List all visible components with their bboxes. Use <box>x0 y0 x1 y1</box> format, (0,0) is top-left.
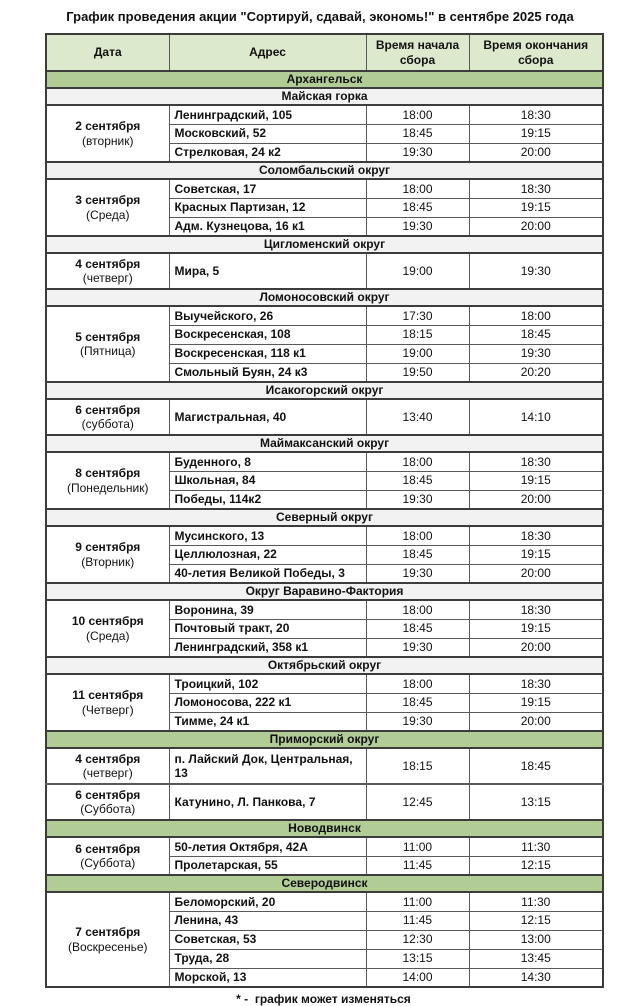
end-time-cell: 11:30 <box>469 837 603 856</box>
address-cell: Воронина, 39 <box>169 600 366 619</box>
date-cell <box>46 399 169 435</box>
district-header-row <box>46 435 603 452</box>
start-time-cell: 19:00 <box>366 253 469 289</box>
weekday-text: (четверг) <box>82 271 133 285</box>
district-header-cell: Маймаксанский округ <box>46 435 603 452</box>
start-time-cell: 12:45 <box>366 784 469 820</box>
date-text: 4 сентября <box>75 751 141 766</box>
date-cell <box>46 452 169 509</box>
city-header-row <box>46 875 603 892</box>
schedule-row <box>46 105 603 124</box>
district-header-row <box>46 88 603 105</box>
address-cell: Выучейского, 26 <box>169 306 366 325</box>
address-cell: Смольный Буян, 24 к3 <box>169 363 366 382</box>
end-time-cell: 19:15 <box>469 693 603 712</box>
date-cell <box>46 253 169 289</box>
address-cell: Адм. Кузнецова, 16 к1 <box>169 217 366 236</box>
end-time-cell: 19:15 <box>469 471 603 490</box>
start-time-cell: 19:30 <box>366 143 469 162</box>
date-cell <box>46 179 169 236</box>
date-cell <box>46 600 169 657</box>
weekday-text: (Воскресенье) <box>68 939 148 954</box>
end-time-cell: 19:30 <box>469 344 603 363</box>
date-cell <box>46 674 169 731</box>
start-time-cell: 19:30 <box>366 490 469 509</box>
column-header-address: Адрес <box>169 34 366 71</box>
start-time-cell: 19:30 <box>366 712 469 731</box>
column-header-row <box>46 34 603 71</box>
start-time-cell: 17:30 <box>366 306 469 325</box>
city-header-cell: Приморский округ <box>46 731 603 748</box>
start-time-cell: 18:00 <box>366 105 469 124</box>
end-time-cell: 18:00 <box>469 306 603 325</box>
weekday-text: (суббота) <box>81 417 134 431</box>
address-cell: Красных Партизан, 12 <box>169 198 366 217</box>
start-time-cell: 18:45 <box>366 471 469 490</box>
start-time-cell: 19:30 <box>366 217 469 236</box>
schedule-row <box>46 748 603 784</box>
district-header-cell: Соломбальский округ <box>46 162 603 179</box>
start-time-cell: 18:00 <box>366 526 469 545</box>
city-header-row <box>46 820 603 837</box>
schedule-row <box>46 399 603 435</box>
date-text: 9 сентября <box>75 540 141 555</box>
date-cell <box>46 526 169 583</box>
address-cell: 50-летия Октября, 42А <box>169 837 366 856</box>
date-cell <box>46 892 169 987</box>
end-time-cell: 18:30 <box>469 526 603 545</box>
start-time-cell: 18:00 <box>366 452 469 471</box>
page-title: График проведения акции "Сортируй, сдавай, экономь!" в сентябре 2025 года <box>66 9 574 24</box>
end-time-cell: 20:20 <box>469 363 603 382</box>
date-cell <box>46 784 169 820</box>
date-text: 8 сентября <box>75 466 141 481</box>
start-time-cell: 19:30 <box>366 564 469 583</box>
end-time-cell: 20:00 <box>469 712 603 731</box>
end-time-cell: 14:30 <box>469 968 603 987</box>
address-cell: Мира, 5 <box>169 253 366 289</box>
district-header-cell: Майская горка <box>46 88 603 105</box>
end-time-cell: 12:15 <box>469 856 603 875</box>
city-header-cell: Архангельск <box>46 71 603 88</box>
address-cell: Почтовый тракт, 20 <box>169 619 366 638</box>
address-cell: Троицкий, 102 <box>169 674 366 693</box>
end-time-cell: 19:15 <box>469 124 603 143</box>
district-header-row <box>46 162 603 179</box>
start-time-cell: 19:50 <box>366 363 469 382</box>
address-cell: Московский, 52 <box>169 124 366 143</box>
start-time-cell: 13:40 <box>366 399 469 435</box>
date-text: 10 сентября <box>71 614 144 629</box>
city-header-row <box>46 71 603 88</box>
date-text: 6 сентября <box>75 402 141 417</box>
end-time-cell: 18:30 <box>469 600 603 619</box>
date-text: 2 сентября <box>75 119 141 134</box>
schedule-table <box>45 33 604 988</box>
start-time-cell: 11:00 <box>366 892 469 911</box>
schedule-row <box>46 674 603 693</box>
address-cell: Ленина, 43 <box>169 911 366 930</box>
district-header-row <box>46 289 603 306</box>
date-text: 7 сентября <box>75 925 141 940</box>
start-time-cell: 12:30 <box>366 930 469 949</box>
start-time-cell: 18:15 <box>366 748 469 784</box>
start-time-cell: 19:00 <box>366 344 469 363</box>
city-header-row <box>46 731 603 748</box>
schedule-row <box>46 452 603 471</box>
start-time-cell: 18:45 <box>366 198 469 217</box>
start-time-cell: 11:45 <box>366 911 469 930</box>
end-time-cell: 20:00 <box>469 217 603 236</box>
address-cell: Беломорский, 20 <box>169 892 366 911</box>
weekday-text: (Вторник) <box>81 554 135 569</box>
address-cell: Советская, 17 <box>169 179 366 198</box>
address-cell: Стрелковая, 24 к2 <box>169 143 366 162</box>
date-text: 4 сентября <box>75 256 141 271</box>
weekday-text: (Пятница) <box>80 344 136 358</box>
address-cell: Ленинградский, 105 <box>169 105 366 124</box>
end-time-cell: 19:15 <box>469 198 603 217</box>
column-header-date: Дата <box>46 34 169 71</box>
district-header-cell: Северный округ <box>46 509 603 526</box>
address-cell: Победы, 114к2 <box>169 490 366 509</box>
start-time-cell: 11:00 <box>366 837 469 856</box>
start-time-cell: 18:45 <box>366 545 469 564</box>
schedule-row <box>46 526 603 545</box>
date-cell <box>46 748 169 784</box>
end-time-cell: 12:15 <box>469 911 603 930</box>
weekday-text: (четверг) <box>82 766 133 780</box>
weekday-text: (Суббота) <box>80 802 136 816</box>
schedule-table-body <box>46 71 603 987</box>
start-time-cell: 18:00 <box>366 674 469 693</box>
address-cell: п. Лайский Док, Центральная, 13 <box>169 748 366 784</box>
date-cell <box>46 105 169 162</box>
weekday-text: (Понедельник) <box>67 480 149 495</box>
end-time-cell: 18:45 <box>469 748 603 784</box>
schedule-row <box>46 253 603 289</box>
district-header-row <box>46 236 603 253</box>
end-time-cell: 13:15 <box>469 784 603 820</box>
address-cell: Воскресенская, 118 к1 <box>169 344 366 363</box>
address-cell: 40-летия Великой Победы, 3 <box>169 564 366 583</box>
address-cell: Школьная, 84 <box>169 471 366 490</box>
weekday-text: (Среда) <box>86 207 130 222</box>
schedule-row <box>46 306 603 325</box>
weekday-text: (Суббота) <box>80 856 136 870</box>
district-header-cell: Округ Варавино-Фактория <box>46 583 603 600</box>
district-header-cell: Исакогорский округ <box>46 382 603 399</box>
address-cell: Тимме, 24 к1 <box>169 712 366 731</box>
date-cell <box>46 837 169 875</box>
address-cell: Ленинградский, 358 к1 <box>169 638 366 657</box>
end-time-cell: 18:30 <box>469 105 603 124</box>
date-text: 6 сентября <box>75 787 141 802</box>
district-header-row <box>46 382 603 399</box>
address-cell: Воскресенская, 108 <box>169 325 366 344</box>
end-time-cell: 19:15 <box>469 545 603 564</box>
end-time-cell: 13:45 <box>469 949 603 968</box>
end-time-cell: 13:00 <box>469 930 603 949</box>
city-header-cell: Новодвинск <box>46 820 603 837</box>
start-time-cell: 18:15 <box>366 325 469 344</box>
table-header <box>46 34 603 71</box>
address-cell: Целлюлозная, 22 <box>169 545 366 564</box>
end-time-cell: 18:30 <box>469 674 603 693</box>
address-cell: Катунино, Л. Панкова, 7 <box>169 784 366 820</box>
start-time-cell: 11:45 <box>366 856 469 875</box>
district-header-row <box>46 583 603 600</box>
start-time-cell: 14:00 <box>366 968 469 987</box>
date-cell <box>46 306 169 382</box>
end-time-cell: 20:00 <box>469 564 603 583</box>
address-cell: Мусинского, 13 <box>169 526 366 545</box>
address-cell: Буденного, 8 <box>169 452 366 471</box>
schedule-row <box>46 179 603 198</box>
district-header-cell: Ломоносовский округ <box>46 289 603 306</box>
start-time-cell: 19:30 <box>366 638 469 657</box>
schedule-row <box>46 837 603 856</box>
date-text: 6 сентября <box>75 841 141 856</box>
end-time-cell: 18:30 <box>469 452 603 471</box>
schedule-row <box>46 784 603 820</box>
start-time-cell: 18:00 <box>366 600 469 619</box>
date-text: 11 сентября <box>72 688 144 703</box>
schedule-row <box>46 600 603 619</box>
column-header-end-time: Время окончания сбора <box>469 34 603 71</box>
end-time-cell: 11:30 <box>469 892 603 911</box>
district-header-row <box>46 657 603 674</box>
column-header-start-time: Время начала сбора <box>366 34 469 71</box>
weekday-text: (Четверг) <box>81 702 134 717</box>
address-cell: Морской, 13 <box>169 968 366 987</box>
start-time-cell: 13:15 <box>366 949 469 968</box>
end-time-cell: 19:30 <box>469 253 603 289</box>
city-header-cell: Северодвинск <box>46 875 603 892</box>
date-text: 3 сентября <box>75 193 141 208</box>
address-cell: Магистральная, 40 <box>169 399 366 435</box>
weekday-text: (вторник) <box>82 133 134 148</box>
end-time-cell: 20:00 <box>469 143 603 162</box>
schedule-row <box>46 892 603 911</box>
end-time-cell: 19:15 <box>469 619 603 638</box>
start-time-cell: 18:45 <box>366 124 469 143</box>
start-time-cell: 18:45 <box>366 619 469 638</box>
end-time-cell: 14:10 <box>469 399 603 435</box>
end-time-cell: 20:00 <box>469 490 603 509</box>
weekday-text: (Среда) <box>86 628 130 643</box>
footnote: * - график может изменяться <box>236 992 411 1006</box>
date-text: 5 сентября <box>75 329 141 344</box>
address-cell: Пролетарская, 55 <box>169 856 366 875</box>
address-cell: Ломоносова, 222 к1 <box>169 693 366 712</box>
district-header-cell: Октябрьский округ <box>46 657 603 674</box>
district-header-row <box>46 509 603 526</box>
end-time-cell: 18:30 <box>469 179 603 198</box>
end-time-cell: 20:00 <box>469 638 603 657</box>
start-time-cell: 18:00 <box>366 179 469 198</box>
start-time-cell: 18:45 <box>366 693 469 712</box>
address-cell: Советская, 53 <box>169 930 366 949</box>
address-cell: Труда, 28 <box>169 949 366 968</box>
end-time-cell: 18:45 <box>469 325 603 344</box>
district-header-cell: Цигломенский округ <box>46 236 603 253</box>
